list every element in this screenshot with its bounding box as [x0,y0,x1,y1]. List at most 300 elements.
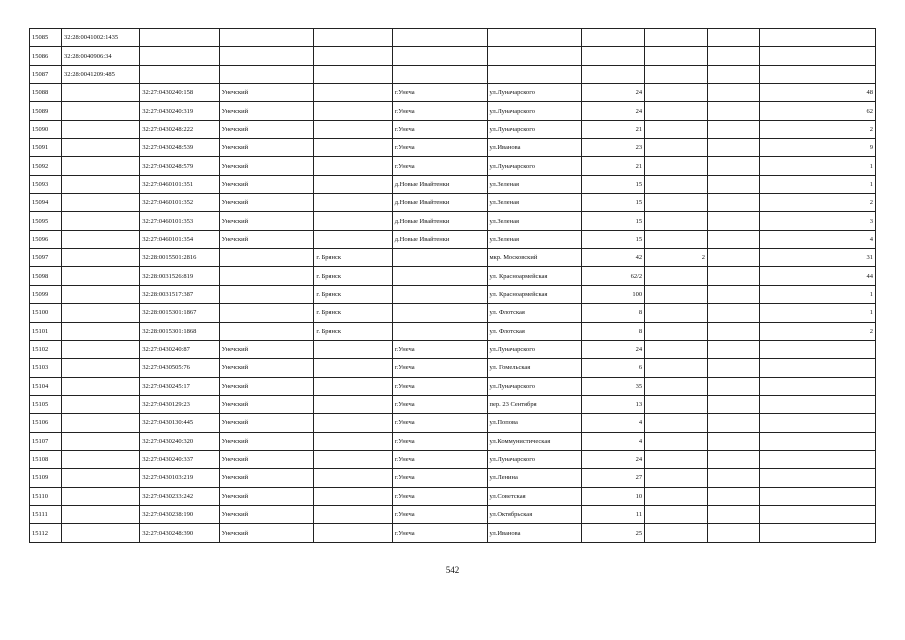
table-cell [645,157,708,175]
table-cell: 3 [759,212,876,230]
table-cell [314,377,392,395]
table-cell: ул.Луначарского [487,450,582,468]
table-cell: 2 [759,194,876,212]
table-cell [707,505,759,523]
table-cell [645,139,708,157]
table-cell: ул. Флотская [487,304,582,322]
table-cell [707,212,759,230]
table-cell: 44 [759,267,876,285]
table-cell [645,304,708,322]
table-cell: 32:28:0040906:34 [61,47,139,65]
table-cell [61,432,139,450]
table-cell [314,194,392,212]
table-cell [61,139,139,157]
table-cell [219,304,314,322]
table-cell: 15110 [30,487,62,505]
table-cell [314,230,392,248]
table-row [30,322,876,340]
table-cell: 15111 [30,505,62,523]
table-cell [707,65,759,83]
table-row [30,505,876,523]
table-cell: 15103 [30,359,62,377]
table-cell: Унечский [219,432,314,450]
table-row [30,469,876,487]
table-cell [314,432,392,450]
table-cell: Унечский [219,84,314,102]
table-cell [645,212,708,230]
page-number: 542 [445,565,460,575]
table-cell [707,249,759,267]
table-cell [645,120,708,138]
table-cell [645,65,708,83]
table-cell: ул.Луначарского [487,377,582,395]
table-cell [392,267,487,285]
table-cell: ул.Зеленая [487,212,582,230]
table-cell: Унечский [219,377,314,395]
table-cell: Унечский [219,414,314,432]
table-cell: г.Унеча [392,359,487,377]
table-cell: 35 [582,377,645,395]
table-cell [61,359,139,377]
table-cell [645,194,708,212]
table-body [30,29,876,543]
table-cell [61,340,139,358]
table-cell [61,175,139,193]
table-cell: г.Унеча [392,377,487,395]
table-cell: 11 [582,505,645,523]
table-row [30,230,876,248]
table-cell: 42 [582,249,645,267]
table-cell: 32:27:0430505:76 [140,359,219,377]
table-cell [645,47,708,65]
table-cell [314,450,392,468]
table-cell [61,267,139,285]
table-cell [645,340,708,358]
table-cell [707,414,759,432]
table-row [30,84,876,102]
table-row [30,194,876,212]
table-cell [61,414,139,432]
table-cell [645,524,708,543]
table-cell [314,469,392,487]
table-cell [645,230,708,248]
table-cell: 15090 [30,120,62,138]
table-cell [140,29,219,47]
table-cell [61,194,139,212]
table-cell [759,359,876,377]
table-cell: 15112 [30,524,62,543]
table-cell: 15087 [30,65,62,83]
table-cell [645,285,708,303]
table-cell [314,340,392,358]
table-cell [219,322,314,340]
table-cell [61,120,139,138]
table-cell [61,524,139,543]
table-cell: г.Унеча [392,120,487,138]
table-row [30,29,876,47]
table-row [30,157,876,175]
table-cell [314,139,392,157]
table-row [30,47,876,65]
table-cell [219,65,314,83]
table-cell: 13 [582,395,645,413]
table-cell: 1 [759,285,876,303]
table-cell: пер. 23 Сентября [487,395,582,413]
table-cell [219,47,314,65]
table-cell [61,157,139,175]
table-cell [61,212,139,230]
table-cell: 24 [582,340,645,358]
table-cell [707,304,759,322]
table-cell: 15 [582,175,645,193]
table-cell: Унечский [219,469,314,487]
table-cell: 25 [582,524,645,543]
table-cell: Унечский [219,230,314,248]
table-cell [707,322,759,340]
table-cell: 15102 [30,340,62,358]
table-cell: Унечский [219,505,314,523]
table-cell: 32:28:0015301:1867 [140,304,219,322]
table-cell [314,84,392,102]
table-cell [392,304,487,322]
table-cell [392,322,487,340]
table-cell: мкр. Московский [487,249,582,267]
table-cell: 1 [759,157,876,175]
table-row [30,377,876,395]
table-cell: ул.Ленина [487,469,582,487]
table-cell: Унечский [219,120,314,138]
table-cell: 32:28:0015501:2816 [140,249,219,267]
table-row [30,212,876,230]
table-cell [759,29,876,47]
table-cell: 15 [582,212,645,230]
table-cell: 2 [759,322,876,340]
table-cell [314,102,392,120]
table-cell: г.Унеча [392,414,487,432]
table-cell [707,340,759,358]
table-cell [314,524,392,543]
table-cell [487,65,582,83]
table-cell [392,65,487,83]
table-cell: г. Брянск [314,249,392,267]
table-cell: 32:27:0460101:351 [140,175,219,193]
table-cell [582,47,645,65]
table-cell: г. Брянск [314,322,392,340]
table-row [30,414,876,432]
table-cell [645,432,708,450]
table-cell: ул. Флотская [487,322,582,340]
table-cell: 2 [759,120,876,138]
table-row [30,120,876,138]
table-cell: 31 [759,249,876,267]
table-cell [645,505,708,523]
table-row [30,395,876,413]
table-cell [645,322,708,340]
table-cell [219,267,314,285]
table-cell [314,157,392,175]
table-row [30,267,876,285]
table-cell [392,249,487,267]
table-cell: 15106 [30,414,62,432]
table-cell [61,469,139,487]
table-cell [314,65,392,83]
table-cell [61,84,139,102]
table-cell [314,505,392,523]
table-cell [392,47,487,65]
table-cell: 15099 [30,285,62,303]
table-cell: 32:27:0430245:17 [140,377,219,395]
table-cell [314,395,392,413]
table-cell: 15096 [30,230,62,248]
table-cell: 15092 [30,157,62,175]
table-cell: г.Унеча [392,524,487,543]
table-cell: Унечский [219,194,314,212]
table-cell: 32:28:0031526:819 [140,267,219,285]
table-cell [314,47,392,65]
table-cell: ул.Зеленая [487,175,582,193]
table-cell [759,47,876,65]
table-cell [707,469,759,487]
table-cell [707,285,759,303]
table-cell: 15089 [30,102,62,120]
table-cell [707,194,759,212]
table-cell: ул. Гомельская [487,359,582,377]
table-cell: 15088 [30,84,62,102]
table-row [30,249,876,267]
table-cell: 15108 [30,450,62,468]
table-cell: 32:27:0430240:320 [140,432,219,450]
table-cell [487,47,582,65]
table-cell [314,120,392,138]
table-cell [645,84,708,102]
table-cell [707,84,759,102]
table-cell [759,395,876,413]
table-cell [61,230,139,248]
table-cell: ул.Луначарского [487,120,582,138]
table-cell: 62/2 [582,267,645,285]
table-cell [707,487,759,505]
table-cell: 15 [582,194,645,212]
table-row [30,340,876,358]
table-row [30,487,876,505]
table-cell: ул.Иванова [487,524,582,543]
table-cell: г.Унеча [392,450,487,468]
table-cell: д.Новые Ивайтенки [392,230,487,248]
table-cell: 15098 [30,267,62,285]
table-cell: 32:28:0041002:1435 [61,29,139,47]
table-cell: д.Новые Ивайтенки [392,175,487,193]
table-cell: Унечский [219,157,314,175]
table-cell: 32:27:0430233:242 [140,487,219,505]
table-cell [314,175,392,193]
table-cell: 10 [582,487,645,505]
table-cell: 32:27:0430248:539 [140,139,219,157]
table-cell [140,47,219,65]
table-cell: 48 [759,84,876,102]
table-cell [707,524,759,543]
table-cell [61,304,139,322]
table-cell: Унечский [219,340,314,358]
table-cell: г. Брянск [314,267,392,285]
table-cell: 32:27:0430248:390 [140,524,219,543]
table-cell [707,157,759,175]
table-cell [759,505,876,523]
table-cell [582,65,645,83]
table-cell [61,505,139,523]
table-cell: 32:27:0430240:87 [140,340,219,358]
table-cell: 2 [645,249,708,267]
table-cell: 15104 [30,377,62,395]
table-cell: Унечский [219,395,314,413]
table-cell: 32:27:0460101:354 [140,230,219,248]
table-cell [61,102,139,120]
table-cell [314,414,392,432]
table-cell [707,359,759,377]
table-cell [707,432,759,450]
table-cell [707,29,759,47]
table-cell [759,65,876,83]
table-row [30,65,876,83]
table-cell [314,487,392,505]
table-cell: 6 [582,359,645,377]
registry-table [29,28,876,543]
table-row [30,175,876,193]
table-cell [707,120,759,138]
table-cell: ул.Коммунистическая [487,432,582,450]
table-cell: 32:27:0430130:445 [140,414,219,432]
table-cell [61,285,139,303]
table-cell: Унечский [219,102,314,120]
table-cell: 15086 [30,47,62,65]
table-cell: 24 [582,84,645,102]
table-cell [759,469,876,487]
table-row [30,304,876,322]
table-cell: 4 [582,414,645,432]
table-cell: ул.Попова [487,414,582,432]
table-cell [314,212,392,230]
table-cell: ул.Луначарского [487,157,582,175]
table-cell: г. Брянск [314,285,392,303]
table-cell: ул.Луначарского [487,102,582,120]
table-cell: 32:28:0015301:1868 [140,322,219,340]
table-cell: 15085 [30,29,62,47]
table-cell: г.Унеча [392,157,487,175]
table-cell: 15100 [30,304,62,322]
table-cell [61,487,139,505]
table-cell [314,359,392,377]
table-cell [645,395,708,413]
table-cell [61,395,139,413]
table-cell [645,29,708,47]
table-cell [645,267,708,285]
table-cell: г.Унеча [392,432,487,450]
table-cell: 32:27:0430240:319 [140,102,219,120]
table-cell [707,139,759,157]
table-cell [645,359,708,377]
table-cell: 32:27:0430238:190 [140,505,219,523]
table-cell: Унечский [219,212,314,230]
table-cell: Унечский [219,524,314,543]
table-cell: 32:27:0430240:158 [140,84,219,102]
table-cell: 32:27:0430103:219 [140,469,219,487]
table-cell: 21 [582,157,645,175]
table-cell [645,487,708,505]
table-cell: г.Унеча [392,139,487,157]
table-cell: 32:27:0460101:352 [140,194,219,212]
table-cell: г.Унеча [392,102,487,120]
table-cell: 32:27:0430248:579 [140,157,219,175]
table-cell: 1 [759,175,876,193]
table-cell: 15101 [30,322,62,340]
table-cell [219,29,314,47]
table-cell: 32:27:0430129:23 [140,395,219,413]
table-cell: 15095 [30,212,62,230]
table-cell [219,285,314,303]
table-row [30,102,876,120]
table-cell: г.Унеча [392,84,487,102]
table-cell: 32:28:0031517:387 [140,285,219,303]
table-row [30,285,876,303]
table-cell [759,450,876,468]
table-cell [314,29,392,47]
table-cell: г.Унеча [392,395,487,413]
table-cell: 1 [759,304,876,322]
table-cell: д.Новые Ивайтенки [392,194,487,212]
table-cell: Унечский [219,359,314,377]
table-row [30,359,876,377]
table-cell: ул.Октябрьская [487,505,582,523]
table-cell [759,340,876,358]
table-cell: ул. Красноармейская [487,285,582,303]
table-cell: 32:27:0430248:222 [140,120,219,138]
table-cell: 32:27:0430240:337 [140,450,219,468]
table-cell: 21 [582,120,645,138]
table-cell [140,65,219,83]
table-cell [759,524,876,543]
table-cell [759,377,876,395]
table-cell: 15091 [30,139,62,157]
table-cell: ул.Зеленая [487,194,582,212]
table-cell: Унечский [219,175,314,193]
table-cell: 15107 [30,432,62,450]
table-cell [392,285,487,303]
table-cell [707,47,759,65]
table-cell: г.Унеча [392,469,487,487]
table-cell: 27 [582,469,645,487]
table-cell [707,175,759,193]
table-cell [707,230,759,248]
table-cell: 8 [582,304,645,322]
table-cell [759,432,876,450]
table-cell [61,249,139,267]
table-cell: 15 [582,230,645,248]
table-cell [759,414,876,432]
table-cell: 24 [582,450,645,468]
table-cell: ул.Луначарского [487,340,582,358]
table-row [30,450,876,468]
table-cell [487,29,582,47]
table-cell [392,29,487,47]
table-cell [582,29,645,47]
table-cell: г.Унеча [392,487,487,505]
table-cell: 23 [582,139,645,157]
table-cell: 32:28:0041209:485 [61,65,139,83]
table-cell: 4 [582,432,645,450]
table-cell [61,322,139,340]
table-cell [645,175,708,193]
table-cell: Унечский [219,450,314,468]
table-cell: Унечский [219,487,314,505]
